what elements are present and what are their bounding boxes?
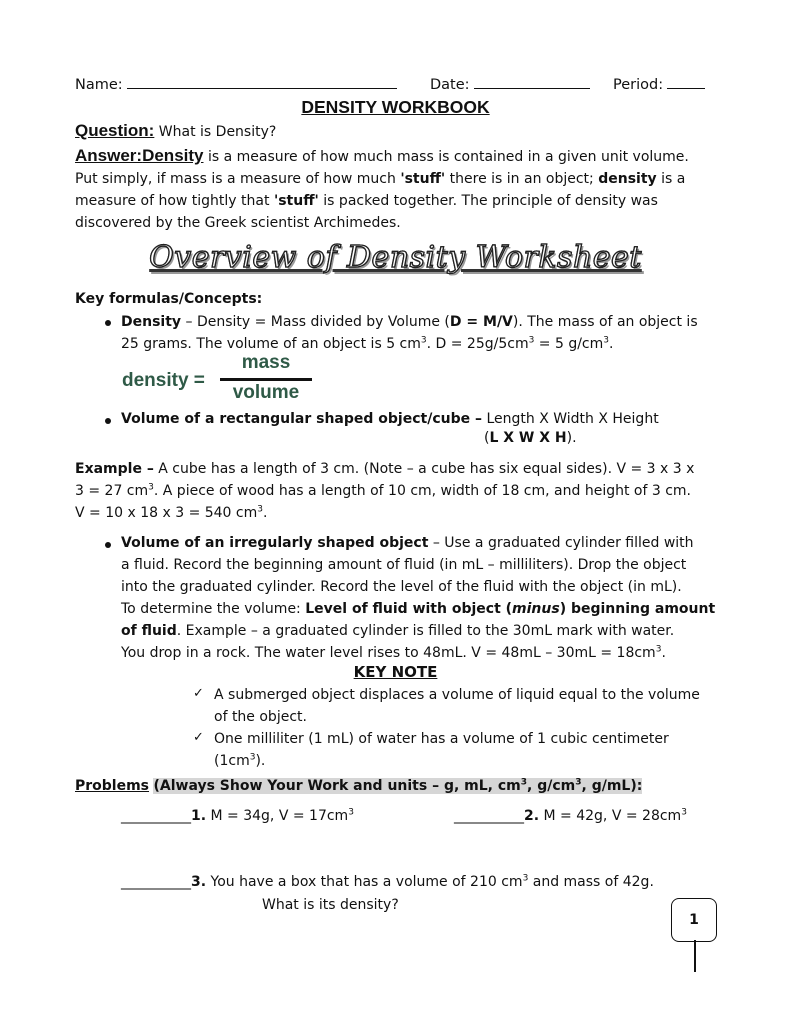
check-icon: ✓ (193, 730, 204, 745)
date-label: Date: (430, 77, 470, 93)
volume-rect-formula-line (484, 430, 577, 446)
formula-denominator: volume (232, 382, 300, 403)
page-title: DENSITY WORKBOOK (301, 97, 490, 117)
answer-blank[interactable]: __________ (121, 874, 191, 890)
key-note-item2-line2a: (1cm (214, 753, 250, 769)
question-label: Question: (75, 121, 155, 140)
name-label: Name: (75, 77, 123, 93)
hint-b: , g/cm (527, 778, 576, 794)
key-note-item-2 (214, 728, 714, 772)
problems-hint (153, 778, 642, 794)
density-line2b: . D = 25g/5cm (426, 336, 529, 352)
sup: 3 (655, 644, 662, 655)
sup: 3 (681, 807, 687, 818)
example-line3a: V = 10 x 18 x 3 = 540 cm (75, 505, 258, 521)
key-note-item2-line1: One milliliter (1 mL) of water has a volume of 1 cubic centimeter (214, 731, 669, 747)
density-line2: 25 grams. The volume of an object is 5 cm (121, 336, 421, 352)
answer-blank[interactable]: __________ (454, 808, 524, 824)
answer-line2b: there is in an object; (449, 171, 594, 187)
problem-3-line2: What is its density? (262, 897, 399, 913)
problem-1-text: M = 34g, V = 17cm (210, 808, 349, 824)
bullet-icon (105, 320, 111, 326)
irregular-line5a: of fluid (121, 623, 177, 639)
date-blank[interactable] (474, 76, 590, 89)
hint-a: (Always Show Your Work and units – g, mL, cm (153, 778, 521, 794)
name-field[interactable] (75, 76, 397, 93)
irregular-line2: a fluid. Record the beginning amount of fluid (in mL – milliliters). Drop the object (121, 557, 687, 573)
sup: 3 (522, 873, 529, 884)
problem-2 (454, 808, 687, 824)
dash: – (185, 314, 193, 330)
sup: 3 (348, 807, 354, 818)
density-word: density (598, 171, 657, 187)
stuff-word: 'stuff' (400, 171, 446, 187)
answer-line2a: Put simply, if mass is a measure of how much (75, 171, 396, 187)
problem-number: 2. (524, 808, 540, 824)
period: . (263, 505, 268, 521)
volume-rect-term: Volume of a rectangular shaped object/cube – (121, 411, 482, 427)
key-note-item1-line1: A submerged object displaces a volume of liquid equal to the volume (214, 687, 700, 703)
answer-term: Density (142, 146, 204, 165)
sup: 3 (148, 482, 154, 493)
name-blank[interactable] (127, 76, 397, 89)
formula-numerator: mass (241, 352, 291, 373)
stuff-word-2: 'stuff' (273, 193, 319, 209)
answer-line3b: is packed together. The principle of density was (323, 193, 658, 209)
key-note-item-1 (214, 684, 714, 728)
period: . (661, 645, 666, 661)
problems-label: Problems (75, 778, 150, 794)
sup: 3 (520, 777, 528, 788)
answer-line4: discovered by the Greek scientist Archimedes. (75, 215, 401, 231)
volume-rect-bullet (121, 408, 721, 430)
bullet-icon (105, 542, 111, 548)
formula-left: density = (122, 370, 205, 391)
key-formulas-heading: Key formulas/Concepts: (75, 291, 263, 307)
example-line1: A cube has a length of 3 cm. (Note – a cube has six equal sides). V = 3 x 3 x (158, 461, 695, 477)
answer-line3a: measure of how tightly that (75, 193, 270, 209)
example-paragraph (75, 458, 715, 524)
example-line2a: 3 = 27 cm (75, 483, 149, 499)
bullet-icon (105, 418, 111, 424)
minus-word: minus (512, 601, 560, 617)
irregular-line4a: To determine the volume: (121, 601, 301, 617)
period: . (609, 336, 614, 352)
sup: 3 (249, 752, 256, 763)
answer-line1: is a measure of how much mass is contained in a given unit volume. (207, 149, 689, 165)
problem-3 (121, 874, 654, 890)
question-line (75, 121, 276, 141)
page-number: 1 (671, 898, 717, 942)
hint-c: , g/mL): (581, 778, 643, 794)
irregular-term: Volume of an irregularly shaped object (121, 535, 429, 551)
period-field[interactable] (613, 76, 705, 93)
answer-blank[interactable]: __________ (121, 808, 191, 824)
answer-paragraph (75, 145, 715, 234)
check-icon: ✓ (193, 686, 204, 701)
irregular-line4c: ) beginning amount (559, 601, 716, 617)
key-note-item1-line2: of the object. (214, 709, 307, 725)
irregular-bullet (121, 532, 721, 664)
density-formula: D = M/V (449, 314, 513, 330)
overview-title: Overview of Density Worksheet (149, 240, 642, 275)
problem-number: 1. (191, 808, 207, 824)
sup: 3 (420, 335, 427, 346)
sup: 3 (603, 335, 610, 346)
density-bullet (121, 311, 721, 355)
irregular-line4b: Level of fluid with object ( (305, 601, 513, 617)
example-line2b: . A piece of wood has a length of 10 cm, width of 18 cm, and height of 3 cm. (153, 483, 691, 499)
problem-3-text-a: You have a box that has a volume of 210 cm (210, 874, 523, 890)
density-line2c: = 5 g/cm (534, 336, 604, 352)
fraction-bar (220, 378, 312, 381)
irregular-line3: into the graduated cylinder. Record the level of the fluid with the object (in mL). (121, 579, 682, 595)
irregular-line6a: You drop in a rock. The water level rises to 48mL. V = 48mL – 30mL = 18cm (121, 645, 656, 661)
sup: 3 (528, 335, 535, 346)
question-text: What is Density? (158, 124, 277, 140)
paren: ). (566, 430, 577, 446)
lwh-formula: L X W X H (489, 430, 567, 446)
problem-2-text: M = 42g, V = 28cm (543, 808, 682, 824)
period-blank[interactable] (667, 76, 705, 89)
answer-line2c: is a (661, 171, 686, 187)
volume-rect-text: Length X Width X Height (486, 411, 659, 427)
key-note-item2-line2b: ). (255, 753, 266, 769)
density-text-b: ). The mass of an object is (512, 314, 698, 330)
irregular-line1: – Use a graduated cylinder filled with (432, 535, 694, 551)
key-note-heading: KEY NOTE (353, 663, 438, 681)
problem-3-text-b: and mass of 42g. (532, 874, 654, 890)
density-term: Density (121, 314, 182, 330)
paren: ( (484, 430, 490, 446)
date-field[interactable] (430, 76, 590, 93)
answer-label: Answer: (75, 146, 143, 165)
irregular-line5b: . Example – a graduated cylinder is filled to the 30mL mark with water. (176, 623, 675, 639)
problem-number: 3. (191, 874, 207, 890)
sup: 3 (257, 504, 263, 515)
sup: 3 (575, 777, 582, 788)
period-label: Period: (613, 77, 664, 93)
problems-header (75, 778, 642, 794)
page-number-line (694, 940, 696, 972)
density-text-a: Density = Mass divided by Volume ( (196, 314, 450, 330)
example-label: Example – (75, 461, 154, 477)
problem-1 (121, 808, 354, 824)
